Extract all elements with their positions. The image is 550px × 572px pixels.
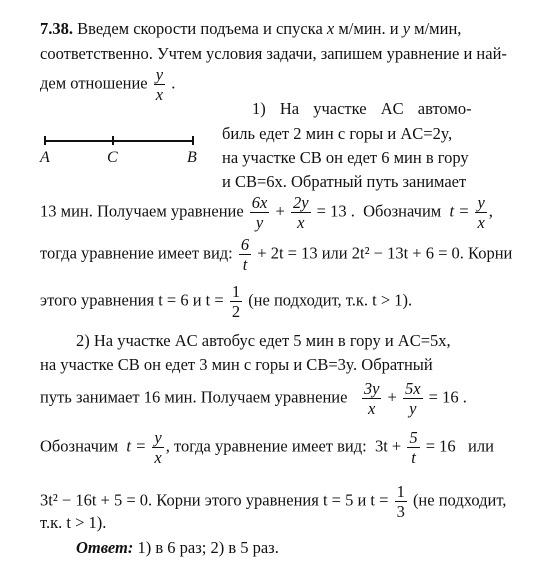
root-fraction-third: $\frac{1}{3}$ — [396, 482, 405, 522]
eq1-fraction-2: $\frac{2y}{x}$ — [292, 193, 309, 233]
case1-line-2: биль едет 2 мин с горы и AC=2y, — [222, 124, 453, 143]
problem-number: 7.38. — [40, 19, 73, 38]
t-definition-fraction: $\frac{y}{x}$ — [477, 193, 485, 233]
root-fraction-half: $\frac{1}{2}$ — [231, 282, 241, 322]
var-x: x — [326, 19, 335, 38]
case1-line-1: 1) На участке AC автомо- — [252, 99, 472, 118]
case2-t-definition-fraction: $\frac{y}{x}$ — [154, 428, 162, 468]
case1-line-7: этого уравнения t = 6 и t = $\frac{1}{2}$ (не подходит, т.к. t > 1). — [40, 282, 413, 322]
problem-text: Введем скорости подъема и спуска — [77, 19, 323, 38]
case1-line-6: тогда уравнение имеет вид: $\frac{6}{t}$ + 2t = 13 или 2t² − 13t + 6 = 0. Корни — [40, 235, 513, 275]
case2-line-2: на участке CB он едет 3 мин с горы и CB=3y. Обратный — [40, 355, 433, 374]
case1-line-4: и CB=6x. Обратный путь занимает — [222, 172, 467, 191]
eq2-fraction: $\frac{6}{t}$ — [240, 235, 250, 275]
segment-line — [44, 140, 194, 142]
case2-line-4: Обозначим t = $\frac{y}{x}$ , тогда уравнение имеет вид: 3t + $\frac{5}{t}$ = 16 или — [40, 428, 494, 468]
problem-line-1: 7.38. Введем скорости подъема и спуска x м/мин. и y м/мин, — [40, 19, 462, 38]
problem-line-3: дем отношение $\frac{y}{x}$ . — [40, 65, 176, 105]
case1-line-3: на участке CB он едет 6 мин в гору — [222, 148, 469, 167]
answer-line — [76, 540, 279, 557]
tick-b — [192, 136, 194, 145]
case2-line-6: т.к. t > 1). — [40, 513, 107, 532]
problem-line-2: соответственно. Учтем условия задачи, запишем уравнение и най- — [40, 44, 507, 63]
var-y: y — [402, 19, 411, 38]
case2-eq1-fraction-1: $\frac{3y}{x}$ — [363, 379, 380, 419]
case2-line-3: путь занимает 16 мин. Получаем уравнение $\frac{3y}{x}$ + $\frac{5x}{y}$ = 16 . — [40, 379, 467, 419]
answer-text: 1) в 6 раз; 2) в 5 раз. — [137, 538, 279, 557]
label-c: C — [107, 149, 118, 166]
case2-eq2-fraction: $\frac{5}{t}$ — [409, 428, 418, 468]
tick-a — [44, 136, 46, 145]
label-a: A — [40, 149, 50, 166]
case2-line-5: 3t² − 16t + 5 = 0. Корни этого уравнения t = 5 и t = $\frac{1}{3}$ (не подходит, — [40, 482, 507, 522]
case1-line-5: 13 мин. Получаем уравнение $\frac{6x}{y}$ + $\frac{2y}{x}$ = 13 . Обозначим t = $\frac{y}{x}$ , — [40, 193, 493, 233]
case2-eq1-fraction-2: $\frac{5x}{y}$ — [404, 379, 421, 419]
eq1-fraction-1: $\frac{6x}{y}$ — [251, 193, 268, 233]
answer-label: Ответ: — [76, 538, 134, 557]
tick-c — [112, 136, 114, 145]
case2-line-1: 2) На участке AC автобус едет 5 мин в гору и AC=5x, — [76, 331, 451, 350]
ratio-fraction: $\frac{y}{x}$ — [155, 65, 164, 105]
label-b: B — [187, 149, 197, 166]
